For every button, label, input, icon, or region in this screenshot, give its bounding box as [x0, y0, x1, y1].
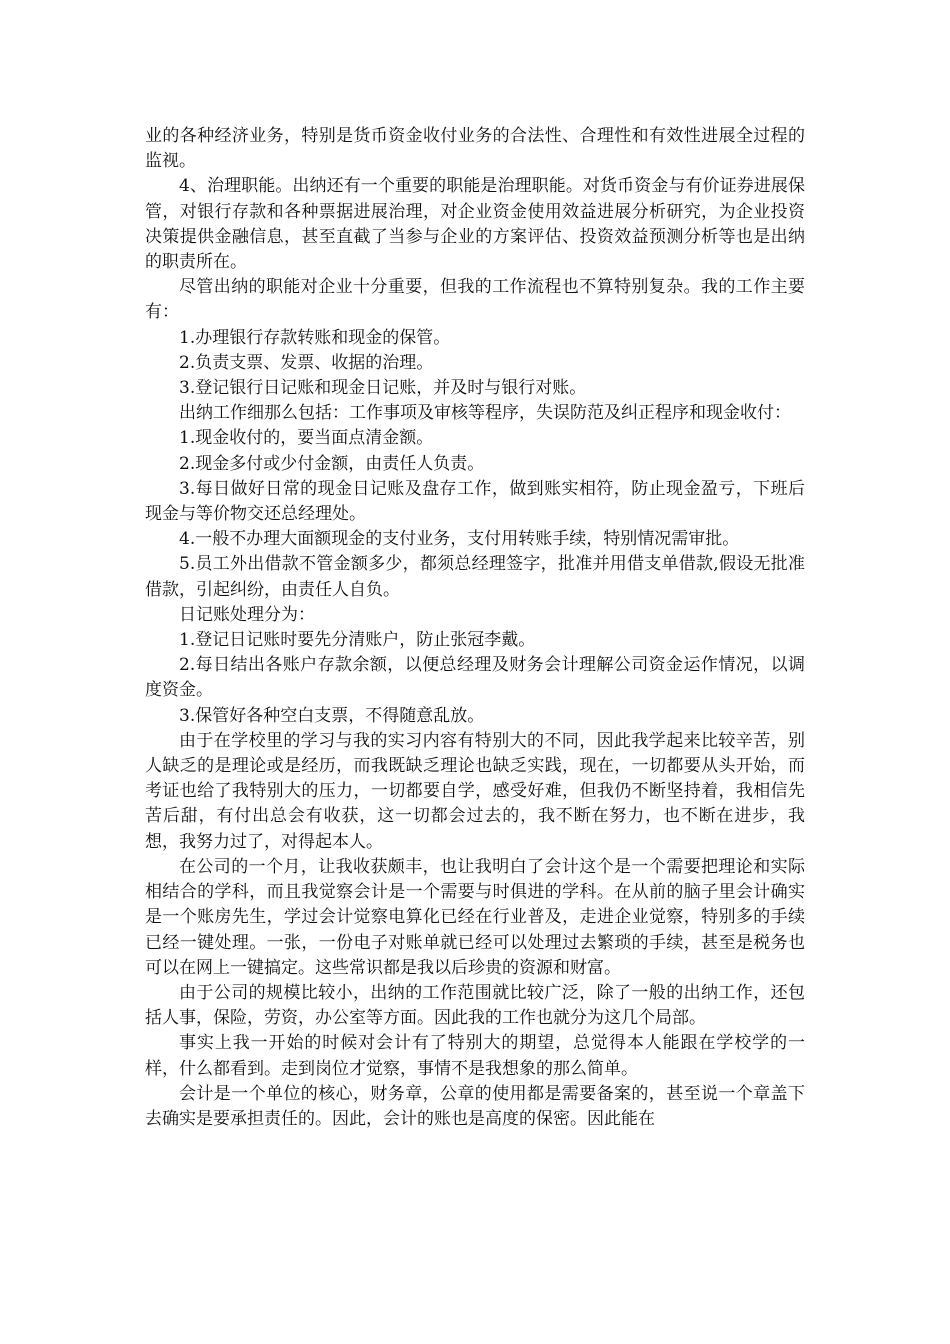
paragraph: 由于公司的规模比较小，出纳的工作范围就比较广泛，除了一般的出纳工作，还包括人事，保险，劳资，办公室等方面。因此我的工作也就分为这几个局部。: [145, 982, 805, 1029]
paragraph: 1.办理银行存款转账和现金的保管。: [179, 327, 451, 348]
document-body: [145, 124, 805, 1132]
paragraph: 1.现金收付的，要当面点清金额。: [179, 428, 434, 449]
paragraph: 尽管出纳的职能对企业十分重要，但我的工作流程也不算特别复杂。我的工作主要有：: [145, 277, 805, 323]
paragraph: 日记账处理分为：: [179, 604, 315, 625]
paragraph: 4、治理职能。出纳还有一个重要的职能是治理职能。对货币资金与有价证券进展保管，对银行存款和各种票据进展治理，对企业资金使用效益进展分析研究，为企业投资决策提供金融信息，甚至直截了当参与企业的方案评估、投资效益预测分析等也是出纳的职责所在。: [145, 176, 805, 273]
paragraph: 2.每日结出各账户存款余额，以便总经理及财务会计理解公司资金运作情况，以调度资金。: [145, 655, 805, 701]
paragraph: 2.负责支票、发票、收据的治理。: [179, 352, 434, 373]
paragraph: 事实上我一开始的时候对会计有了特别大的期望，总觉得本人能跟在学校学的一样，什么都看到。走到岗位才觉察，事情不是我想象的那么简单。: [145, 1033, 805, 1079]
paragraph: 4.一般不办理大面额现金的支付业务，支付用转账手续，特别情况需审批。: [179, 529, 740, 550]
paragraph: 由于在学校里的学习与我的实习内容有特别大的不同，因此我学起来比较辛苦，别人缺乏的是理论或是经历，而我既缺乏理论也缺乏实践，现在，一切都要从头开始，而考证也给了我特别大的压力，一切都要自学，感受好难，但我仍不断坚持着，我相信先苦后甜，有付出总会有收获，这一切都会过去的，我不断在努力，也不断在进步，我想，我努力过了，对得起本人。: [145, 730, 805, 852]
paragraph: 在公司的一个月，让我收获颇丰，也让我明白了会计这个是一个需要把理论和实际相结合的学科，而且我觉察会计是一个需要与时俱进的学科。在从前的脑子里会计确实是一个账房先生，学过会计觉察电算化已经在行业普及，走进企业觉察，特别多的手续已经一键处理。一张，一份电子对账单就已经可以处理过去繁琐的手续，甚至是税务也可以在网上一键搞定。这些常识都是我以后珍贵的资源和财富。: [145, 856, 805, 978]
paragraph: 3.登记银行日记账和现金日记账，并及时与银行对账。: [179, 378, 587, 399]
paragraph: 3.每日做好日常的现金日记账及盘存工作，做到账实相符，防止现金盈亏，下班后现金与等价物交还总经理处。: [145, 478, 805, 525]
paragraph: 出纳工作细那么包括：工作事项及审核等程序，失误防范及纠正程序和现金收付：: [179, 403, 791, 424]
paragraph: 2.现金多付或少付金额，由责任人负责。: [179, 453, 485, 474]
paragraph: 5.员工外出借款不管金额多少，都须总经理签字，批准并用借支单借款,假设无批准借款，引起纠纷，由责任人自负。: [145, 554, 805, 600]
paragraph: 1.登记日记账时要先分清账户，防止张冠李戴。: [179, 630, 536, 651]
paragraph: 业的各种经济业务，特别是货币资金收付业务的合法性、合理性和有效性进展全过程的监视。: [145, 126, 805, 172]
paragraph: 会计是一个单位的核心，财务章，公章的使用都是需要备案的，甚至说一个章盖下去确实是要承担责任的。因此，会计的账也是高度的保密。因此能在: [145, 1083, 805, 1129]
paragraph: 3.保管好各种空白支票，不得随意乱放。: [179, 705, 485, 726]
